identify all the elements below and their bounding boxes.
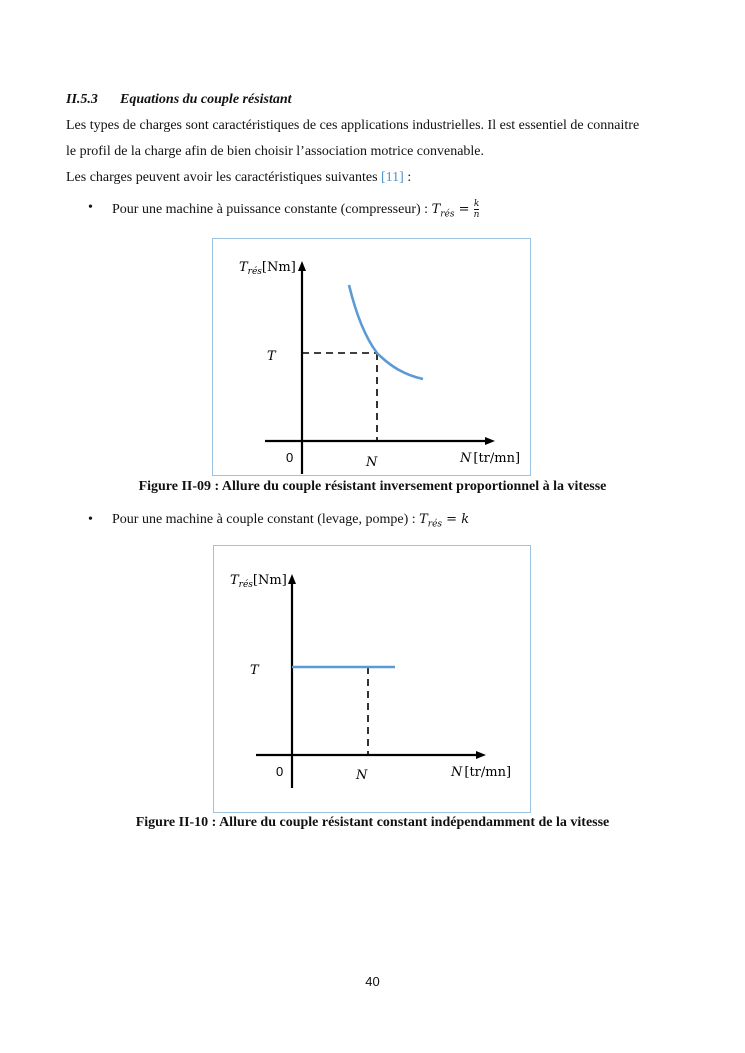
figure-1-caption: Figure II-09 : Allure du couple résistant inversement proportionnel à la vitesse — [138, 479, 607, 494]
formula-2-sub: rés — [427, 519, 443, 530]
formula-1-sub: rés — [440, 209, 455, 220]
figure-2-y-label: $T_{rés}[Nm]$ — [230, 573, 287, 590]
bullet-marker-1: • — [88, 200, 93, 215]
figure-2-origin-label: 0 — [276, 764, 284, 779]
figure-2-y-arrow-icon — [288, 574, 296, 584]
figure-2-x-label: N [tr/mn] — [451, 765, 512, 780]
figure-2-x-arrow-icon — [476, 751, 486, 759]
section-title: Equations du couple résistant — [120, 92, 292, 107]
figure-1-curve — [349, 285, 423, 379]
figure-2-chart — [214, 546, 530, 812]
formula-1-fraction — [474, 199, 480, 220]
bullet-item-2 — [112, 512, 469, 530]
figure-1-x-label: N [tr/mn] — [460, 451, 521, 466]
figure-2-x-marker: N — [356, 768, 368, 783]
figure-1-x-marker: N — [366, 455, 378, 470]
formula-1 — [431, 199, 480, 220]
figure-1-frame — [212, 238, 531, 476]
bullet-marker-2: • — [88, 512, 93, 527]
paragraph-line-2: le profil de la charge afin de bien choisir l’association motrice convenable. — [66, 144, 485, 159]
paragraph-line-3-suffix: : — [403, 170, 412, 185]
figure-1-y-marker: T — [267, 349, 276, 364]
figure-1-y-arrow-icon — [298, 261, 306, 271]
formula-1-denominator: n — [473, 210, 480, 220]
paragraph-line-3 — [66, 170, 411, 186]
figure-2-frame — [213, 545, 531, 813]
formula-1-numerator: k — [473, 199, 480, 209]
figure-1-chart — [213, 239, 530, 475]
bullet-item-1 — [112, 199, 479, 220]
formula-1-eq: = — [454, 202, 474, 217]
formula-2-eq: = k — [442, 512, 470, 527]
figure-1-x-arrow-icon — [485, 437, 495, 445]
section-number: II.5.3 — [66, 92, 98, 107]
bullet-1-text: Pour une machine à puissance constante (compresseur) : — [112, 202, 432, 217]
formula-2 — [419, 512, 470, 530]
paragraph-line-3-text: Les charges peuvent avoir les caractéristiques suivantes — [66, 170, 382, 185]
figure-1-origin-label: 0 — [286, 450, 294, 465]
bullet-2-text: Pour une machine à couple constant (levage, pompe) : — [112, 512, 420, 527]
page-number: 40 — [365, 974, 380, 989]
figure-1-y-label: $T_{rés}[Nm]$ — [239, 260, 296, 277]
figure-2-y-marker: T — [250, 663, 259, 678]
section-heading — [66, 92, 292, 108]
paragraph-line-1: Les types de charges sont caractéristiques de ces applications industrielles. Il est essentiel de connaitre — [66, 118, 640, 133]
formula-2-lhs: T — [419, 512, 428, 527]
formula-1-lhs: T — [431, 202, 441, 217]
figure-2-caption: Figure II-10 : Allure du couple résistant constant indépendamment de la vitesse — [135, 815, 610, 830]
citation-link[interactable]: [11] — [381, 170, 404, 185]
